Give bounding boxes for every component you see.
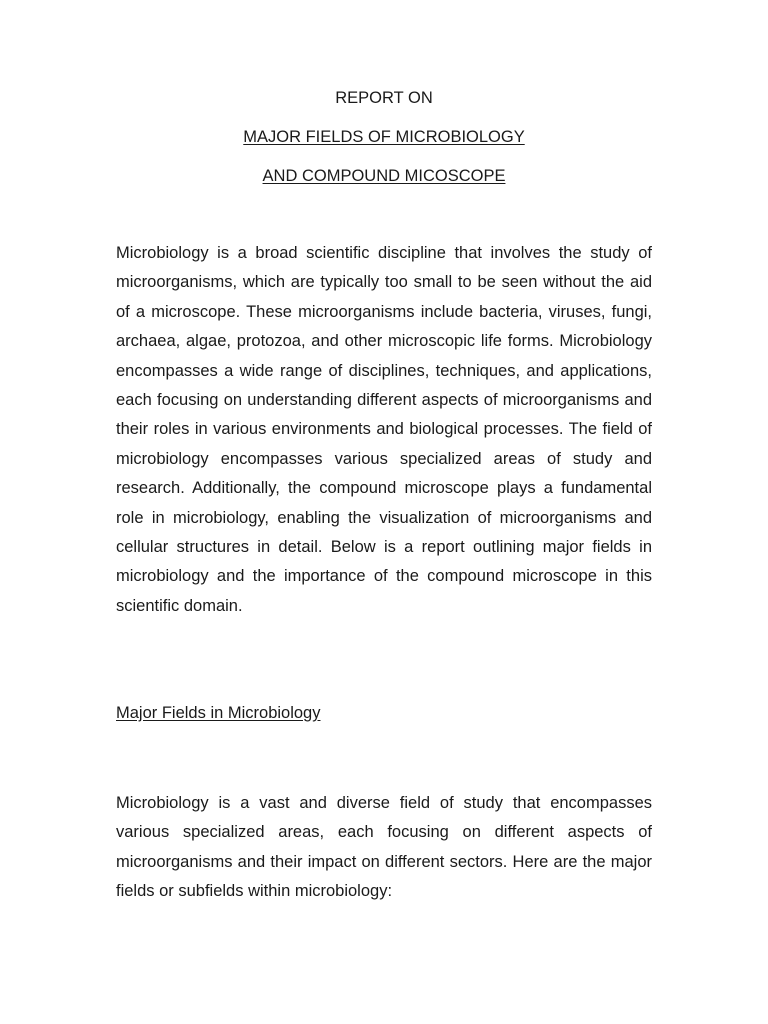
report-title-line-3: AND COMPOUND MICOSCOPE — [262, 167, 506, 185]
section-heading-major-fields: Major Fields in Microbiology — [116, 704, 321, 722]
intro-paragraph: Microbiology is a broad scientific discipline that involves the study of microorganisms, which are typically too small to be seen without the aid of a microscope. These microorganisms include bacteria, viruses, fungi, archaea, algae, protozoa, and other microscopic life forms. Microbiology encompasses a wide range of disciplines, techniques, and applications, each focusing on understanding different aspects of microorganisms and their roles in various environments and biological processes. The field of microbiology encompasses various specialized areas of study and research. Additionally, the compound microscope plays a fundamental role in microbiology, enabling the visualization of microorganisms and cellular structures in detail. Below is a report outlining major fields in microbiology and the importance of the compound microscope in this scientific domain. — [116, 244, 652, 615]
report-title-line-2: MAJOR FIELDS OF MICROBIOLOGY — [243, 128, 525, 146]
report-title-line-1: REPORT ON — [335, 89, 433, 107]
section-paragraph: Microbiology is a vast and diverse field of study that encompasses various specialized areas, each focusing on different aspects of microorganisms and their impact on different sectors. Here are the major fields or subfields within microbiology: — [116, 794, 652, 901]
